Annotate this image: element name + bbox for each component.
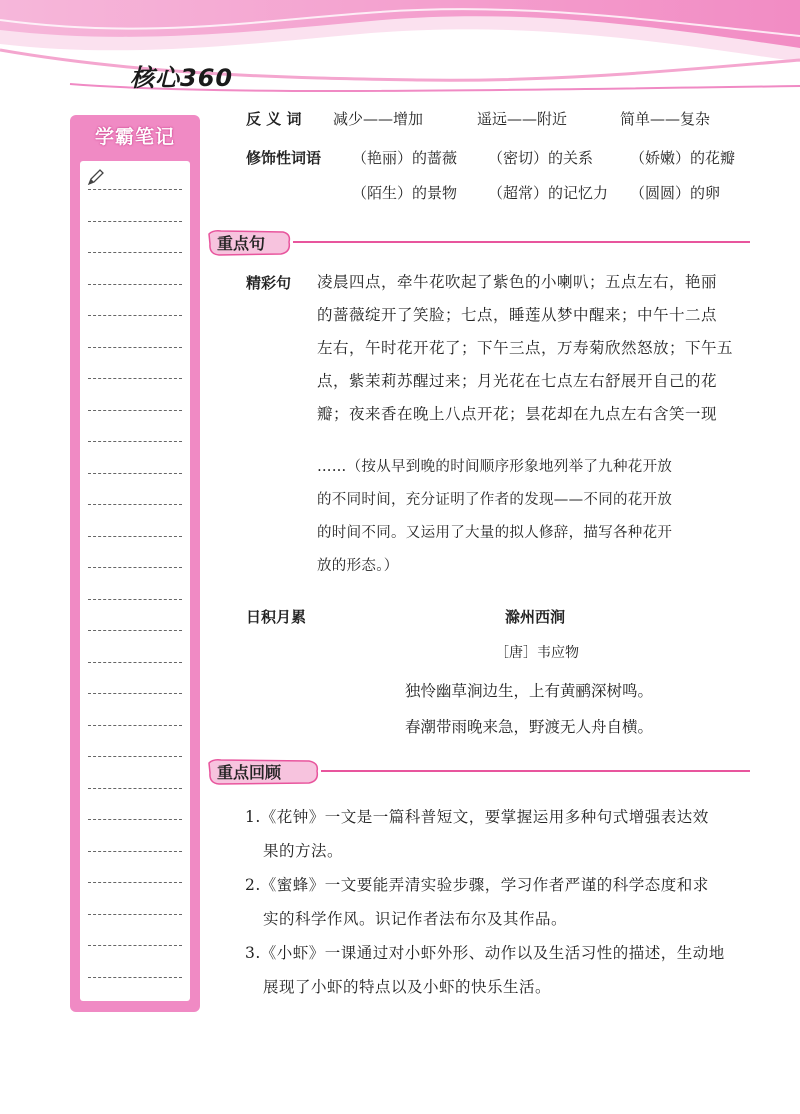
note-ruled-line [88,945,182,946]
note-line-text: 的时间不同。又运用了大量的拟人修辞，描写各种花开 [317,525,673,541]
note-line-text: 的不同时间，充分证明了作者的发现——不同的花开放 [317,492,673,508]
note-ruled-line [88,851,182,852]
note-ruled-line [88,284,182,285]
key-sentence-note [317,451,757,583]
note-ruled-line [88,693,182,694]
note-ruled-line [88,725,182,726]
note-ruled-line [88,756,182,757]
review-item-continuation: 展现了小虾的特点以及小虾的快乐生活。 [263,978,552,996]
note-line-text: ……（按从早到晚的时间顺序形象地列举了九种花开放 [317,459,673,475]
antonym-pair: 减少——增加 [333,110,424,128]
note-ruled-line [88,567,182,568]
key-sentence-paragraph [317,266,757,431]
review-item-continuation: 实的科学作风。识记作者法布尔及其作品。 [263,910,568,928]
note-ruled-line [88,599,182,600]
note-ruled-line [88,788,182,789]
review-list [245,800,755,1004]
list-item [245,936,755,1004]
review-item-first-line: 2.《蜜蜂》一文要能弄清实验步骤，学习作者严谨的科学态度和求 [245,876,709,894]
poem-author: ［唐］韦应物 [495,645,579,661]
text-line: 凌晨四点，牵牛花吹起了紫色的小喇叭；五点左右，艳丽 [317,273,718,291]
note-ruled-line [88,252,182,253]
review-item-first-line: 3.《小虾》一课通过对小虾外形、动作以及生活习性的描述，生动地 [245,944,725,962]
review-item-continuation: 果的方法。 [263,842,344,860]
note-ruled-line [88,819,182,820]
modifier-phrase: （艳丽）的蔷薇 [352,149,458,167]
note-ruled-line [88,473,182,474]
section-heading-text: 重点句 [217,234,266,253]
notes-paper [80,161,190,1001]
review-item-first-line: 1.《花钟》一文是一篇科普短文，要掌握运用多种句式增强表达效 [245,808,709,826]
note-ruled-line [88,977,182,978]
note-ruled-line [88,630,182,631]
note-ruled-line [88,410,182,411]
note-ruled-line [88,536,182,537]
note-ruled-line [88,189,182,190]
note-ruled-line [88,504,182,505]
antonym-label: 反 义 词 [246,110,302,128]
section-heading-key-sentence [205,228,750,258]
poem-line: 独怜幽草涧边生，上有黄鹂深树鸣。 [405,682,654,700]
sidebar-title: 学霸笔记 [94,126,175,148]
modifier-phrase: （陌生）的景物 [352,184,458,202]
section-heading-text: 重点回顾 [217,763,282,782]
key-sentence-label: 精彩句 [246,274,292,292]
modifier-phrase: （圆圆）的卵 [630,184,721,202]
poem-line: 春潮带雨晚来急，野渡无人舟自横。 [405,718,654,736]
list-item [245,800,755,868]
brand-logo: 核心360 [130,64,234,92]
antonym-pair: 简单——复杂 [620,110,711,128]
header-wave-decoration [0,0,800,110]
modifier-phrase: （娇嫩）的花瓣 [630,149,736,167]
text-line: 瓣；夜来香在晚上八点开花；昙花却在九点左右含笑一现 [317,405,718,423]
note-ruled-line [88,221,182,222]
text-line: 点，紫茉莉苏醒过来；月光花在七点左右舒展开自己的花 [317,372,718,390]
poem-title: 滁州西涧 [505,608,566,626]
section-divider [293,241,750,243]
poem-label: 日积月累 [246,608,307,626]
section-divider [321,770,750,772]
note-ruled-line [88,662,182,663]
note-ruled-line [88,914,182,915]
note-ruled-line [88,347,182,348]
list-item [245,868,755,936]
page-header [0,0,800,110]
modifier-phrase: （密切）的关系 [488,149,594,167]
notes-sidebar [70,115,200,1012]
note-line-text: 放的形态。） [317,558,399,574]
note-ruled-line [88,882,182,883]
modifier-label: 修饰性词语 [246,149,322,167]
note-ruled-line [88,441,182,442]
pencil-icon [86,167,106,187]
antonym-pair: 遥远——附近 [477,110,568,128]
section-heading-review [205,757,750,787]
note-ruled-line [88,378,182,379]
text-line: 左右，午时花开花了；下午三点，万寿菊欣然怒放；下午五 [317,339,734,357]
note-ruled-line [88,315,182,316]
modifier-phrase: （超常）的记忆力 [488,184,609,202]
text-line: 的蔷薇绽开了笑脸；七点，睡莲从梦中醒来；中午十二点 [317,306,718,324]
